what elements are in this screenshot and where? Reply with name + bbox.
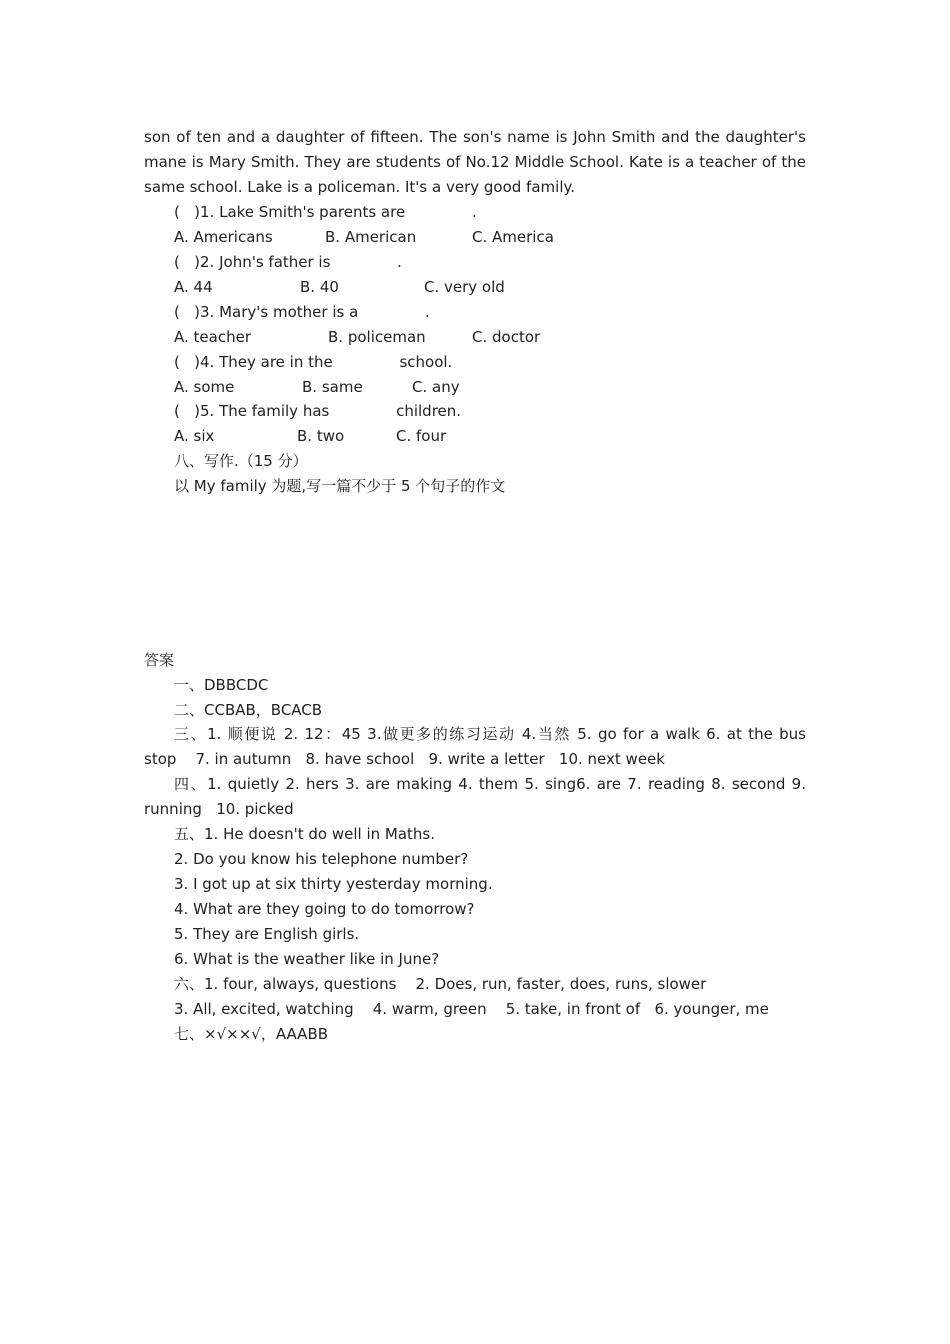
answer-section-3-line-2: stop 7. in autumn 8. have school 9. write a letter 10. next week: [144, 750, 665, 768]
q1-option-b: B. American: [325, 228, 417, 246]
answer-section-4-line-1: 四、1. quietly 2. hers 3. are making 4. them 5. sing6. are 7. reading 8. second 9.: [174, 775, 806, 793]
q4-option-b: B. same: [302, 378, 363, 396]
answer-section-4-line-2: running 10. picked: [144, 800, 294, 818]
q4-option-a: A. some: [174, 378, 235, 396]
answer-section-1: 一、DBBCDC: [174, 676, 269, 694]
writing-heading: 八、写作.（15 分）: [174, 452, 308, 470]
q3-option-a: A. teacher: [174, 328, 251, 346]
q2-option-c: C. very old: [424, 278, 505, 296]
q1-option-c: C. America: [472, 228, 554, 246]
writing-prompt: 以 My family 为题,写一篇不少于 5 个句子的作文: [174, 477, 506, 495]
passage-line-1: son of ten and a daughter of fifteen. The son's name is John Smith and the daughter's: [144, 128, 806, 146]
q5-option-a: A. six: [174, 427, 215, 445]
question-3: ( )3. Mary's mother is a .: [174, 303, 430, 321]
question-4: ( )4. They are in the school.: [174, 353, 453, 371]
reading-passage: [144, 125, 806, 200]
q5-option-b: B. two: [297, 427, 345, 445]
q3-option-c: C. doctor: [472, 328, 541, 346]
answer-section-3: [144, 722, 806, 772]
q2-option-a: A. 44: [174, 278, 213, 296]
q3-option-b: B. policeman: [328, 328, 426, 346]
question-2: ( )2. John's father is .: [174, 253, 402, 271]
answer-section-4: [144, 772, 806, 822]
answer-section-3-line-1: 三、1. 顺便说 2. 12：45 3.做更多的练习运动 4.当然 5. go for a walk 6. at the bus: [174, 725, 806, 743]
answer-section-6-line-1: 六、1. four, always, questions 2. Does, run, faster, does, runs, slower: [174, 975, 707, 993]
answer-section-5-item-5: 5. They are English girls.: [174, 925, 360, 943]
answer-section-2: 二、CCBAB，BCACB: [174, 701, 323, 719]
passage-line-3: same school. Lake is a policeman. It's a very good family.: [144, 178, 575, 196]
answer-section-6-line-2: 3. All, excited, watching 4. warm, green 5. take, in front of 6. younger, me: [174, 1000, 769, 1018]
q2-option-b: B. 40: [300, 278, 339, 296]
q4-option-c: C. any: [412, 378, 460, 396]
q5-option-c: C. four: [396, 427, 447, 445]
answer-section-5-item-3: 3. I got up at six thirty yesterday morning.: [174, 875, 493, 893]
answer-section-5-item-4: 4. What are they going to do tomorrow?: [174, 900, 475, 918]
answer-section-5-item-6: 6. What is the weather like in June?: [174, 950, 440, 968]
question-5: ( )5. The family has children.: [174, 402, 462, 420]
answer-section-5-item-1: 五、1. He doesn't do well in Maths.: [174, 825, 435, 843]
answer-section-7: 七、×√××√，AAABB: [174, 1025, 329, 1043]
q1-option-a: A. Americans: [174, 228, 273, 246]
answers-heading: 答案: [144, 651, 175, 669]
answer-section-5-item-2: 2. Do you know his telephone number?: [174, 850, 469, 868]
question-1: ( )1. Lake Smith's parents are .: [174, 203, 477, 221]
passage-line-2: mane is Mary Smith. They are students of No.12 Middle School. Kate is a teacher of the: [144, 153, 806, 171]
